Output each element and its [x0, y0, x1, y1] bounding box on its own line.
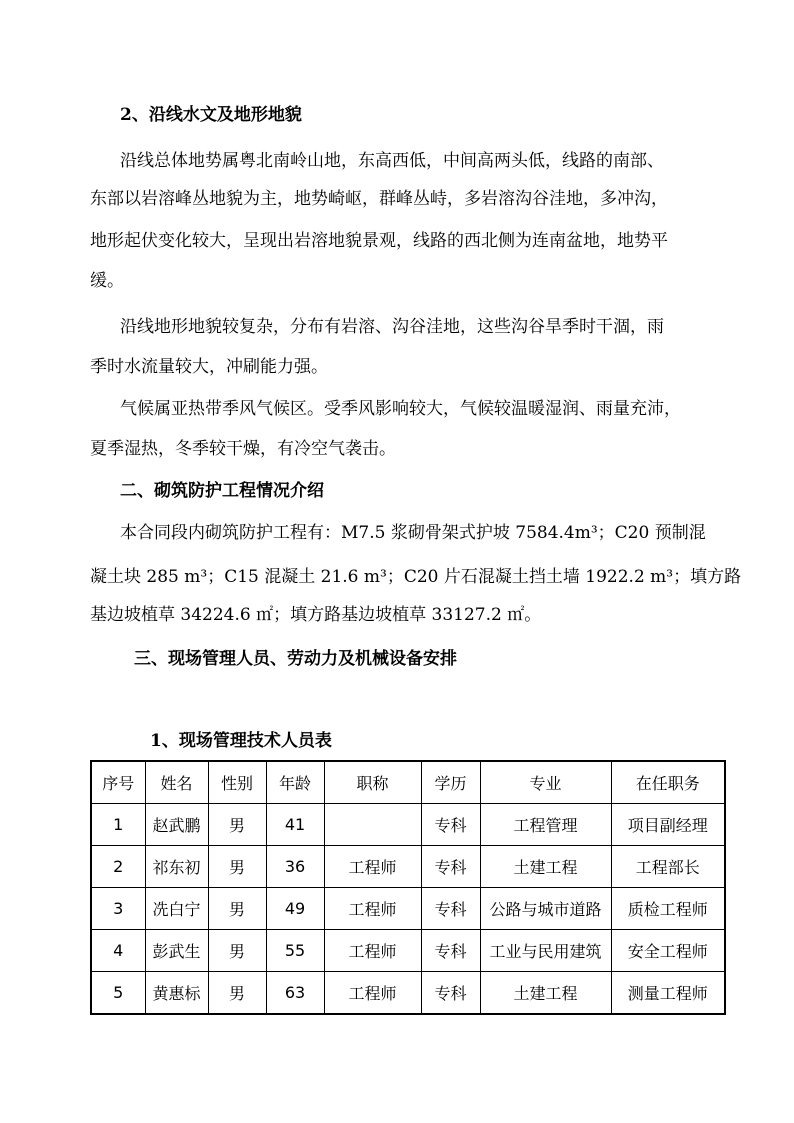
- column-header: 职称: [324, 761, 421, 804]
- table-row: [91, 888, 725, 930]
- table-cell: 冼白宁: [145, 888, 208, 930]
- table-cell: 男: [208, 804, 266, 846]
- paragraph-line: 缓。: [90, 271, 124, 291]
- column-header: 年龄: [266, 761, 324, 804]
- section-heading-staffing: 三、现场管理人员、劳动力及机械设备安排: [134, 649, 457, 669]
- paragraph-line: 东部以岩溶峰丛地貌为主，地势崎岖，群峰丛峙，多岩溶沟谷洼地，多冲沟，: [90, 189, 668, 209]
- table-cell: 1: [91, 804, 145, 846]
- table-cell: 祁东初: [145, 846, 208, 888]
- table-cell: 测量工程师: [611, 972, 725, 1015]
- paragraph-line: 气候属亚热带季风气候区。受季风影响较大，气候较温暖湿润、雨量充沛，: [120, 399, 681, 419]
- column-header: 在任职务: [611, 761, 725, 804]
- table-cell: 3: [91, 888, 145, 930]
- table-row: [91, 846, 725, 888]
- table-cell: 49: [266, 888, 324, 930]
- column-header: 序号: [91, 761, 145, 804]
- table-cell: 36: [266, 846, 324, 888]
- table-cell: 4: [91, 930, 145, 972]
- table-cell: 质检工程师: [611, 888, 725, 930]
- paragraph-line: 夏季湿热，冬季较干燥，有冷空气袭击。: [90, 439, 396, 459]
- table-cell: 工程师: [324, 930, 421, 972]
- paragraph-line: 基边坡植草 34224.6 ㎡；填方路基边坡植草 33127.2 ㎡。: [90, 605, 542, 625]
- paragraph-line: 沿线地形地貌较复杂，分布有岩溶、沟谷洼地，这些沟谷旱季时干涸，雨: [120, 317, 664, 337]
- paragraph-line: 沿线总体地势属粤北南岭山地，东高西低，中间高两头低，线路的南部、: [120, 151, 664, 171]
- table-cell: 2: [91, 846, 145, 888]
- table-cell: 工业与民用建筑: [480, 930, 611, 972]
- table-cell: 黄惠标: [145, 972, 208, 1015]
- paragraph-line: 凝土块 285 m³；C15 混凝土 21.6 m³；C20 片石混凝土挡土墙 1922.2 m³；填方路: [90, 567, 742, 587]
- table-cell: 彭武生: [145, 930, 208, 972]
- table-cell: 专科: [421, 804, 480, 846]
- paragraph-line: 本合同段内砌筑防护工程有：M7.5 浆砌骨架式护坡 7584.4m³；C20 预制混: [120, 523, 706, 543]
- table-cell: 工程师: [324, 888, 421, 930]
- table-row: [91, 930, 725, 972]
- table-cell: 工程师: [324, 846, 421, 888]
- table-cell: 赵武鹏: [145, 804, 208, 846]
- table-cell: 专科: [421, 888, 480, 930]
- table-cell: 公路与城市道路: [480, 888, 611, 930]
- table-cell: 63: [266, 972, 324, 1015]
- table-cell: [324, 804, 421, 846]
- column-header: 性别: [208, 761, 266, 804]
- table-cell: 工程部长: [611, 846, 725, 888]
- table-cell: 男: [208, 846, 266, 888]
- table-cell: 专科: [421, 930, 480, 972]
- table-cell: 41: [266, 804, 324, 846]
- table-cell: 专科: [421, 846, 480, 888]
- section-heading-hydrology: 2、沿线水文及地形地貌: [120, 105, 302, 125]
- section-heading-masonry: 二、砌筑防护工程情况介绍: [120, 481, 324, 501]
- paragraph-line: 季时水流量较大，冲刷能力强。: [90, 357, 328, 377]
- table-cell: 男: [208, 888, 266, 930]
- table-cell: 男: [208, 972, 266, 1015]
- staff-table: [90, 760, 726, 1015]
- table-cell: 工程管理: [480, 804, 611, 846]
- column-header: 学历: [421, 761, 480, 804]
- column-header: 姓名: [145, 761, 208, 804]
- table-title: 1、现场管理技术人员表: [150, 731, 332, 751]
- table-cell: 项目副经理: [611, 804, 725, 846]
- table-cell: 工程师: [324, 972, 421, 1015]
- table-cell: 5: [91, 972, 145, 1015]
- paragraph-line: 地形起伏变化较大，呈现出岩溶地貌景观，线路的西北侧为连南盆地，地势平: [90, 231, 668, 251]
- table-cell: 55: [266, 930, 324, 972]
- table-cell: 安全工程师: [611, 930, 725, 972]
- column-header: 专业: [480, 761, 611, 804]
- table-cell: 专科: [421, 972, 480, 1015]
- table-row: [91, 804, 725, 846]
- table-cell: 男: [208, 930, 266, 972]
- table-cell: 土建工程: [480, 972, 611, 1015]
- table-header-row: [91, 761, 725, 804]
- table-cell: 土建工程: [480, 846, 611, 888]
- table-row: [91, 972, 725, 1015]
